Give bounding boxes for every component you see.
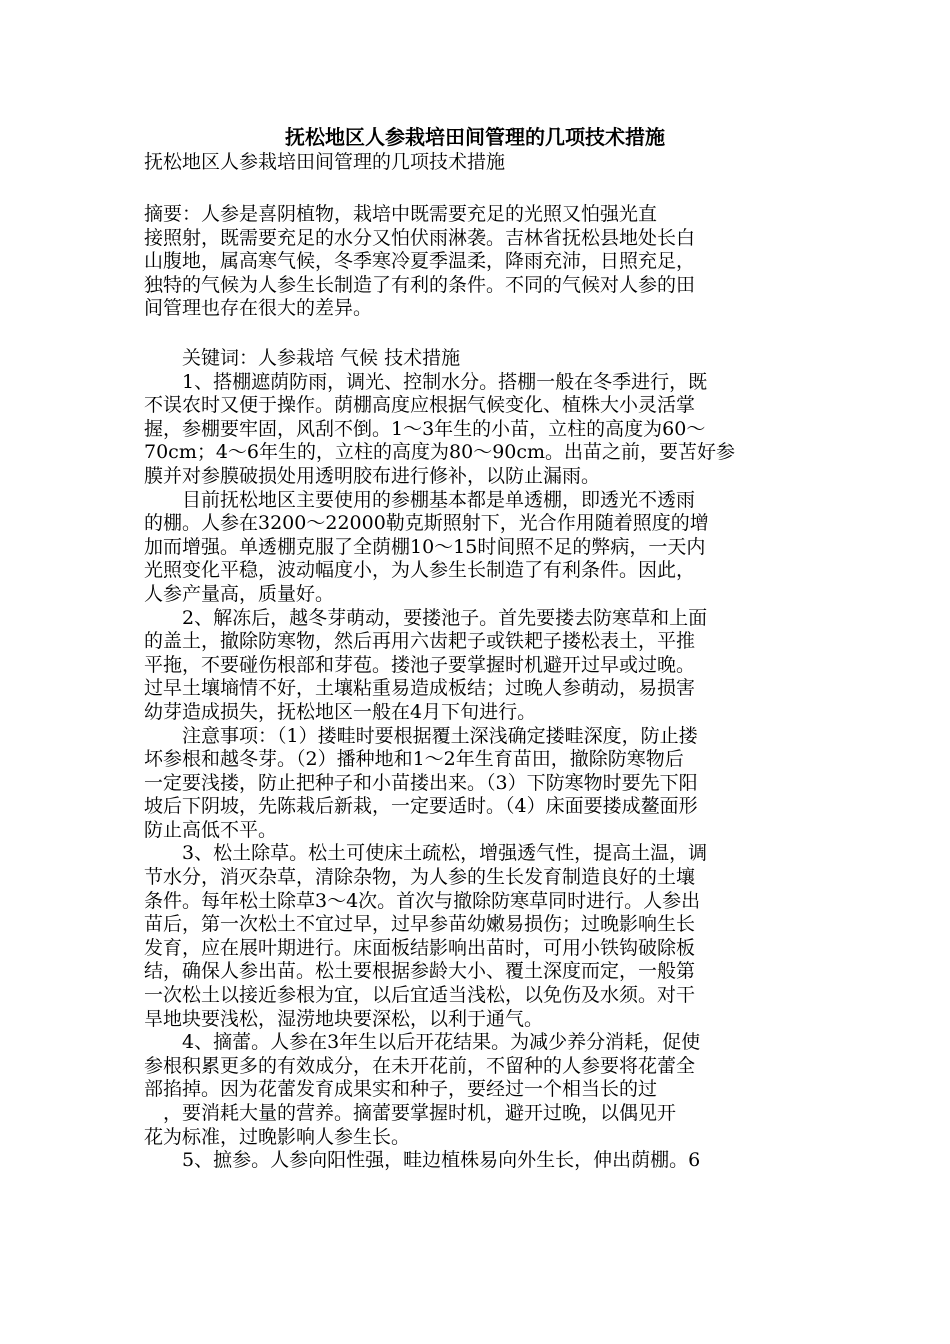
body-line: 2、解冻后，越冬芽萌动，要搂池子。首先要搂去防寒草和上面 <box>144 606 708 629</box>
subtitle-line: 抚松地区人参栽培田间管理的几项技术措施 <box>144 151 506 173</box>
document-title: 抚松地区人参栽培田间管理的几项技术措施 <box>285 125 665 149</box>
body-line: 4、摘蕾。人参在3年生以后开花结果。为减少养分消耗，促使 <box>144 1031 701 1054</box>
body-line: 膜并对参膜破损处用透明胶布进行修补，以防止漏雨。 <box>144 464 601 487</box>
document-subtitle <box>144 151 806 175</box>
body-line: 人参产量高，质量好。 <box>144 582 335 605</box>
body-line: 防止高低不平。 <box>144 818 278 841</box>
body-line: 1、搭棚遮荫防雨，调光、控制水分。搭棚一般在冬季进行，既 <box>144 370 708 393</box>
body-line: 70cm；4～6年生的，立柱的高度为80～90cm。出苗之前，要苫好参 <box>144 441 736 464</box>
body-line: 不误农时又便于操作。荫棚高度应根据气候变化、植株大小灵活掌 <box>144 394 696 417</box>
main-text-section <box>144 347 806 1196</box>
body-line: 苗后，第一次松土不宜过早，过早参苗幼嫩易损伤；过晚影响生长 <box>144 913 696 936</box>
abstract-line: 摘要：人参是喜阴植物，栽培中既需要充足的光照又怕强光直 <box>144 203 658 225</box>
body-line: 一次松土以接近参根为宜，以后宜适当浅松，以免伤及水须。对干 <box>144 984 696 1007</box>
body-line: 旱地块要浅松，湿涝地块要深松，以利于通气。 <box>144 1007 544 1030</box>
body-line: 结，确保人参出苗。松土要根据参龄大小、覆土深度而定，一般第 <box>144 960 696 983</box>
body-line: 加而增强。单透棚克服了全荫棚10～15时间照不足的弊病，一天内 <box>144 535 706 558</box>
body-line: 握，参棚要牢固，风刮不倒。1～3年生的小苗，立柱的高度为60～ <box>144 417 706 440</box>
body-line: 参根积累更多的有效成分，在未开花前，不留种的人参要将花蕾全 <box>144 1054 696 1077</box>
body-line: 花为标准，过晚影响人参生长。 <box>144 1125 411 1148</box>
keywords-line: 关键词：人参栽培 气候 技术措施 <box>144 347 461 369</box>
body-line: 的棚。人参在3200～22000勒克斯照射下，光合作用随着照度的增 <box>144 512 709 535</box>
body-line: ，要消耗大量的营养。摘蕾要掌握时机，避开过晚，以偶见开 <box>144 1102 677 1124</box>
body-line: 发育，应在展叶期进行。床面板结影响出苗时，可用小铁钩破除板 <box>144 936 696 959</box>
body-line: 5、摭参。人参向阳性强，畦边植株易向外生长，伸出荫棚。6 <box>144 1149 701 1172</box>
abstract-line: 接照射，既需要充足的水分又怕伏雨淋袭。吉林省抚松县地处长白 <box>144 226 696 249</box>
body-line: 3、松土除草。松土可使床土疏松，增强透气性，提高土温，调 <box>144 842 708 865</box>
body-line: 光照变化平稳，波动幅度小，为人参生长制造了有利条件。因此， <box>144 559 696 582</box>
body-line: 坏参根和越冬芽。（2）播种地和1～2年生育苗田，撤除防寒物后 <box>144 748 684 771</box>
body-line <box>144 1173 806 1197</box>
body-line: 部掐掉。因为花蕾发育成果实和种子，要经过一个相当长的过 <box>144 1078 658 1101</box>
abstract-line: 独特的气候为人参生长制造了有利的条件。不同的气候对人参的田 <box>144 273 696 296</box>
body-line: 目前抚松地区主要使用的参棚基本都是单透棚，即透光不透雨 <box>144 488 696 511</box>
body-line: 幼芽造成损失，抚松地区一般在4月下旬进行。 <box>144 700 537 723</box>
body-line: 过早土壤墒情不好，土壤粘重易造成板结；过晚人参萌动，易损害 <box>144 677 696 700</box>
body-line: 坡后下阴坡，先陈栽后新栽，一定要适时。（4）床面要搂成鳌面形 <box>144 795 698 818</box>
body-line: 条件。每年松土除草3～4次。首次与撤除防寒草同时进行。人参出 <box>144 889 701 912</box>
body-line: 节水分，消灭杂草，清除杂物，为人参的生长发育制造良好的土壤 <box>144 866 696 889</box>
body-line: 平拖，不要碰伤根部和芽苞。搂池子要掌握时机避开过早或过晚。 <box>144 653 696 676</box>
body-line: 的盖土，撤除防寒物，然后再用六齿耙子或铁耙子搂松表土，平推 <box>144 630 696 653</box>
abstract-line: 间管理也存在很大的差异。 <box>144 297 373 320</box>
body-line: 一定要浅搂，防止把种子和小苗搂出来。（3）下防寒物时要先下阳 <box>144 771 698 794</box>
abstract-section <box>144 203 806 321</box>
body-line: 注意事项：（1）搂畦时要根据覆土深浅确定搂畦深度，防止搂 <box>144 724 698 747</box>
abstract-line: 山腹地，属高寒气候，冬季寒冷夏季温柔，降雨充沛，日照充足， <box>144 250 696 273</box>
